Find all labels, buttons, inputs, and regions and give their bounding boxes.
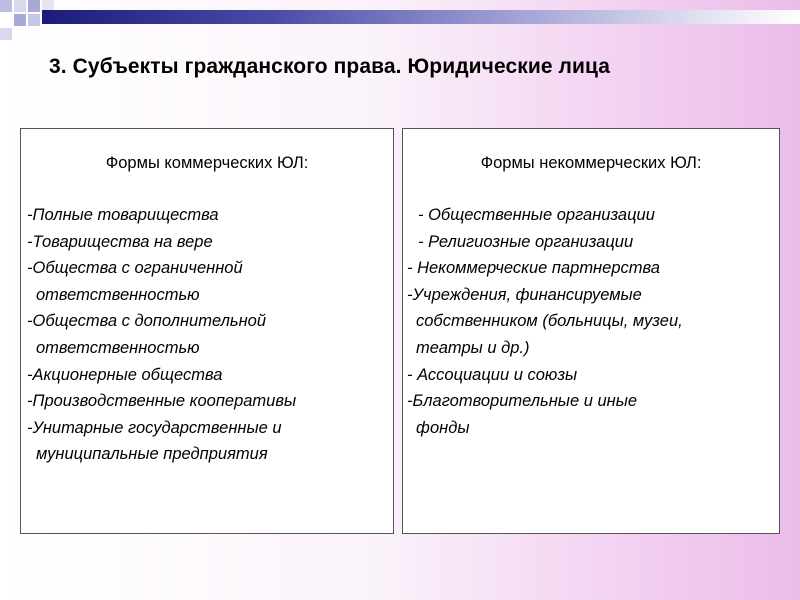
- decor-square: [14, 14, 26, 26]
- slide-title: 3. Субъекты гражданского права. Юридические лица: [49, 55, 611, 78]
- list-item-continuation: собственником (больницы, музеи,: [416, 312, 683, 331]
- noncommercial-forms-heading: Формы некоммерческих ЮЛ:: [480, 154, 702, 172]
- decor-square: [28, 14, 40, 26]
- list-item: -Общества с ограниченной: [27, 259, 243, 278]
- list-item: -Акционерные общества: [27, 365, 223, 384]
- list-item-continuation: театры и др.): [416, 338, 530, 357]
- list-item: -Товарищества на вере: [27, 232, 213, 251]
- list-item: -Полные товарищества: [27, 206, 219, 224]
- noncommercial-forms-list: [403, 202, 779, 441]
- list-item: - Общественные организации: [418, 206, 655, 224]
- list-item: - Некоммерческие партнерства: [407, 259, 660, 278]
- list-item: - Религиозные организации: [418, 232, 634, 251]
- decor-square: [0, 28, 12, 40]
- commercial-forms-panel: [20, 128, 394, 534]
- list-item: -Учреждения, финансируемые: [407, 285, 642, 304]
- decor-square: [0, 0, 12, 12]
- list-item: -Унитарные государственные и: [27, 418, 282, 437]
- noncommercial-forms-panel: [402, 128, 780, 534]
- commercial-forms-list: [21, 202, 393, 468]
- decorative-squares: [0, 0, 70, 48]
- list-item-continuation: муниципальные предприятия: [36, 445, 268, 464]
- list-item: -Производственные кооперативы: [27, 392, 297, 411]
- list-item-continuation: ответственностью: [36, 338, 200, 357]
- decor-square: [28, 0, 40, 12]
- list-item: - Ассоциации и союзы: [407, 365, 578, 384]
- list-item: -Благотворительные и иные: [407, 392, 638, 411]
- header-gradient-bar: [42, 10, 800, 24]
- list-item-continuation: ответственностью: [36, 285, 200, 304]
- decor-square: [14, 0, 26, 12]
- list-item: -Общества с дополнительной: [27, 312, 267, 331]
- list-item-continuation: фонды: [416, 418, 470, 437]
- commercial-forms-heading: Формы коммерческих ЮЛ:: [105, 154, 309, 172]
